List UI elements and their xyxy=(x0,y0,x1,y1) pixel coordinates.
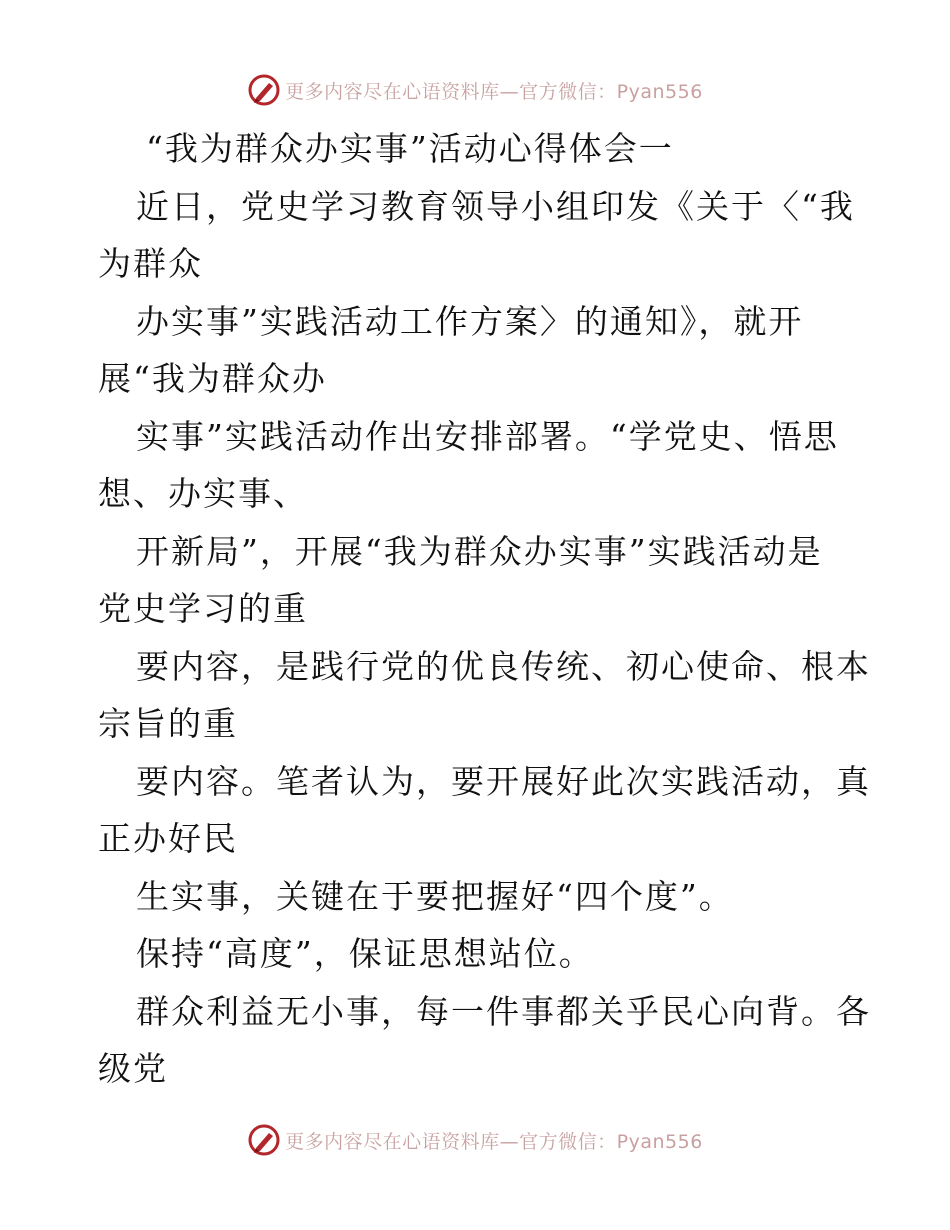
text-line: 群众利益无小事，每一件事都关乎民心向背。各 xyxy=(136,991,871,1031)
pen-logo-icon xyxy=(247,73,281,107)
text-line: 级党 xyxy=(98,1049,168,1088)
document-body xyxy=(98,120,871,1098)
text-line: 为群众 xyxy=(98,244,203,283)
header-watermark-text: 更多内容尽在心语资料库—官方微信：Pyan556 xyxy=(285,80,703,103)
pen-logo-icon xyxy=(247,1123,281,1157)
text-line: 要内容。笔者认为，要开展好此次实践活动，真 xyxy=(136,761,871,801)
footer-watermark-banner xyxy=(0,1120,950,1160)
text-line: 保持“高度”，保证思想站位。 xyxy=(136,934,594,973)
text-line: 党史学习的重 xyxy=(98,589,308,628)
text-line: 开新局”，开展“我为群众办实事”实践活动是 xyxy=(136,531,823,571)
text-line: 近日，党史学习教育领导小组印发《关于〈“我 xyxy=(136,186,855,226)
text-line: 想、办实事、 xyxy=(98,474,308,513)
header-watermark-banner xyxy=(0,70,950,110)
text-line: 办实事”实践活动工作方案〉的通知》，就开 xyxy=(136,301,804,341)
text-line: 正办好民 xyxy=(98,819,238,858)
document-title: “我为群众办实事”活动心得体会一 xyxy=(146,129,674,168)
text-line: 生实事，关键在于要把握好“四个度”。 xyxy=(136,876,734,916)
footer-watermark-text: 更多内容尽在心语资料库—官方微信：Pyan556 xyxy=(285,1130,703,1153)
text-line: 实事”实践活动作出安排部署。“学党史、悟思 xyxy=(136,416,839,456)
text-line: 展“我为群众办 xyxy=(98,359,327,398)
text-line: 要内容，是践行党的优良传统、初心使命、根本 xyxy=(136,646,871,686)
text-line: 宗旨的重 xyxy=(98,704,238,743)
